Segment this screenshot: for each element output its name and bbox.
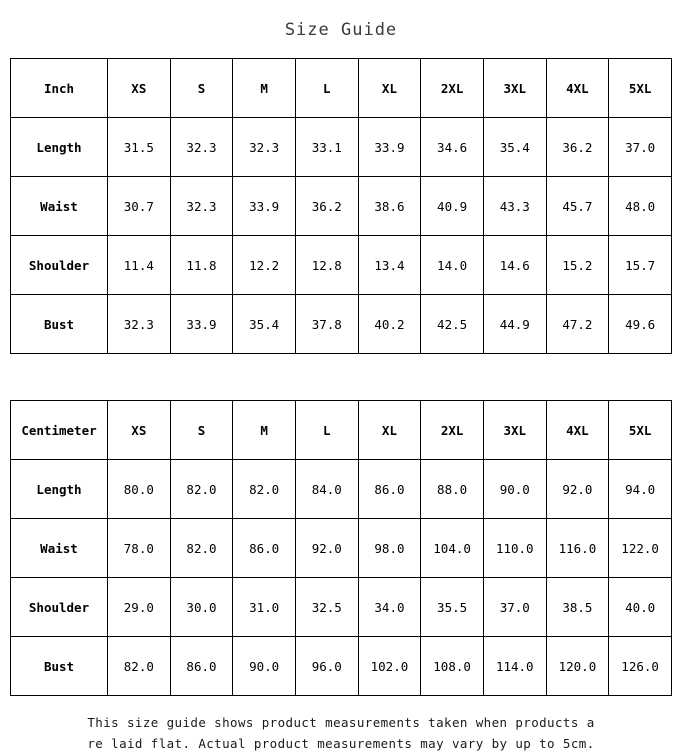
- cell-value: 82.0: [170, 460, 233, 519]
- row-label-bust: Bust: [11, 295, 108, 354]
- cell-value: 35.4: [483, 118, 546, 177]
- cell-value: 116.0: [546, 519, 609, 578]
- cell-value: 126.0: [609, 637, 672, 696]
- cell-value: 32.3: [170, 118, 233, 177]
- cell-value: 88.0: [421, 460, 484, 519]
- cell-value: 90.0: [233, 637, 296, 696]
- table-row: [11, 177, 672, 236]
- size-header-2xl: 2XL: [421, 401, 484, 460]
- cell-value: 102.0: [358, 637, 421, 696]
- cell-value: 120.0: [546, 637, 609, 696]
- row-label-waist: Waist: [11, 177, 108, 236]
- cell-value: 122.0: [609, 519, 672, 578]
- footnote-line-2: re laid flat. Actual product measurements may vary by up to 5cm.: [87, 736, 595, 751]
- cell-value: 30.0: [170, 578, 233, 637]
- page-title: Size Guide: [284, 20, 398, 40]
- size-header-l: L: [295, 59, 358, 118]
- table-row: [11, 637, 672, 696]
- cell-value: 32.3: [108, 295, 171, 354]
- cell-value: 43.3: [483, 177, 546, 236]
- cell-value: 12.8: [295, 236, 358, 295]
- cell-value: 49.6: [609, 295, 672, 354]
- cell-value: 42.5: [421, 295, 484, 354]
- cell-value: 110.0: [483, 519, 546, 578]
- size-header-5xl: 5XL: [609, 59, 672, 118]
- cell-value: 34.6: [421, 118, 484, 177]
- size-header-2xl: 2XL: [421, 59, 484, 118]
- row-label-length: Length: [11, 460, 108, 519]
- unit-label-centimeter: Centimeter: [11, 401, 108, 460]
- size-header-5xl: 5XL: [609, 401, 672, 460]
- cell-value: 86.0: [170, 637, 233, 696]
- table-header-row: [11, 401, 672, 460]
- row-label-waist: Waist: [11, 519, 108, 578]
- size-header-m: M: [233, 59, 296, 118]
- table-row: [11, 519, 672, 578]
- row-label-shoulder: Shoulder: [11, 236, 108, 295]
- cell-value: 36.2: [546, 118, 609, 177]
- cell-value: 92.0: [546, 460, 609, 519]
- cell-value: 33.9: [170, 295, 233, 354]
- cell-value: 37.0: [609, 118, 672, 177]
- cell-value: 32.3: [233, 118, 296, 177]
- size-header-4xl: 4XL: [546, 401, 609, 460]
- cell-value: 31.5: [108, 118, 171, 177]
- cell-value: 80.0: [108, 460, 171, 519]
- size-table-centimeter: [10, 400, 672, 696]
- row-label-length: Length: [11, 118, 108, 177]
- cell-value: 90.0: [483, 460, 546, 519]
- table-row: [11, 118, 672, 177]
- table-row: [11, 295, 672, 354]
- cell-value: 12.2: [233, 236, 296, 295]
- row-label-bust: Bust: [11, 637, 108, 696]
- cell-value: 29.0: [108, 578, 171, 637]
- size-header-xs: XS: [108, 59, 171, 118]
- cell-value: 48.0: [609, 177, 672, 236]
- cell-value: 96.0: [295, 637, 358, 696]
- size-header-xl: XL: [358, 59, 421, 118]
- cell-value: 35.5: [421, 578, 484, 637]
- cell-value: 35.4: [233, 295, 296, 354]
- cell-value: 40.9: [421, 177, 484, 236]
- cell-value: 14.0: [421, 236, 484, 295]
- cell-value: 92.0: [295, 519, 358, 578]
- cell-value: 33.1: [295, 118, 358, 177]
- size-header-xs: XS: [108, 401, 171, 460]
- cell-value: 44.9: [483, 295, 546, 354]
- size-header-s: S: [170, 401, 233, 460]
- size-header-3xl: 3XL: [483, 401, 546, 460]
- table-row: [11, 578, 672, 637]
- cell-value: 94.0: [609, 460, 672, 519]
- cell-value: 38.6: [358, 177, 421, 236]
- cell-value: 98.0: [358, 519, 421, 578]
- cell-value: 33.9: [233, 177, 296, 236]
- table-spacer: [0, 354, 682, 400]
- size-table-inch: [10, 58, 672, 354]
- cell-value: 114.0: [483, 637, 546, 696]
- cell-value: 32.5: [295, 578, 358, 637]
- size-header-l: L: [295, 401, 358, 460]
- cell-value: 31.0: [233, 578, 296, 637]
- table-header-row: [11, 59, 672, 118]
- cell-value: 34.0: [358, 578, 421, 637]
- cell-value: 15.7: [609, 236, 672, 295]
- cell-value: 82.0: [170, 519, 233, 578]
- cell-value: 14.6: [483, 236, 546, 295]
- cell-value: 45.7: [546, 177, 609, 236]
- cell-value: 84.0: [295, 460, 358, 519]
- cell-value: 36.2: [295, 177, 358, 236]
- cell-value: 47.2: [546, 295, 609, 354]
- size-header-m: M: [233, 401, 296, 460]
- cell-value: 38.5: [546, 578, 609, 637]
- footnote-line-1: This size guide shows product measurements taken when products a: [87, 715, 595, 730]
- cell-value: 82.0: [108, 637, 171, 696]
- cell-value: 108.0: [421, 637, 484, 696]
- cell-value: 30.7: [108, 177, 171, 236]
- size-header-4xl: 4XL: [546, 59, 609, 118]
- cell-value: 40.2: [358, 295, 421, 354]
- cell-value: 37.0: [483, 578, 546, 637]
- cell-value: 78.0: [108, 519, 171, 578]
- cell-value: 104.0: [421, 519, 484, 578]
- size-header-s: S: [170, 59, 233, 118]
- table-row: [11, 236, 672, 295]
- cell-value: 86.0: [358, 460, 421, 519]
- cell-value: 11.8: [170, 236, 233, 295]
- cell-value: 37.8: [295, 295, 358, 354]
- cell-value: 33.9: [358, 118, 421, 177]
- cell-value: 82.0: [233, 460, 296, 519]
- cell-value: 40.0: [609, 578, 672, 637]
- size-header-xl: XL: [358, 401, 421, 460]
- cell-value: 11.4: [108, 236, 171, 295]
- footnote: [0, 712, 682, 754]
- cell-value: 15.2: [546, 236, 609, 295]
- cell-value: 32.3: [170, 177, 233, 236]
- table-row: [11, 460, 672, 519]
- cell-value: 13.4: [358, 236, 421, 295]
- row-label-shoulder: Shoulder: [11, 578, 108, 637]
- cell-value: 86.0: [233, 519, 296, 578]
- size-header-3xl: 3XL: [483, 59, 546, 118]
- unit-label-inch: Inch: [11, 59, 108, 118]
